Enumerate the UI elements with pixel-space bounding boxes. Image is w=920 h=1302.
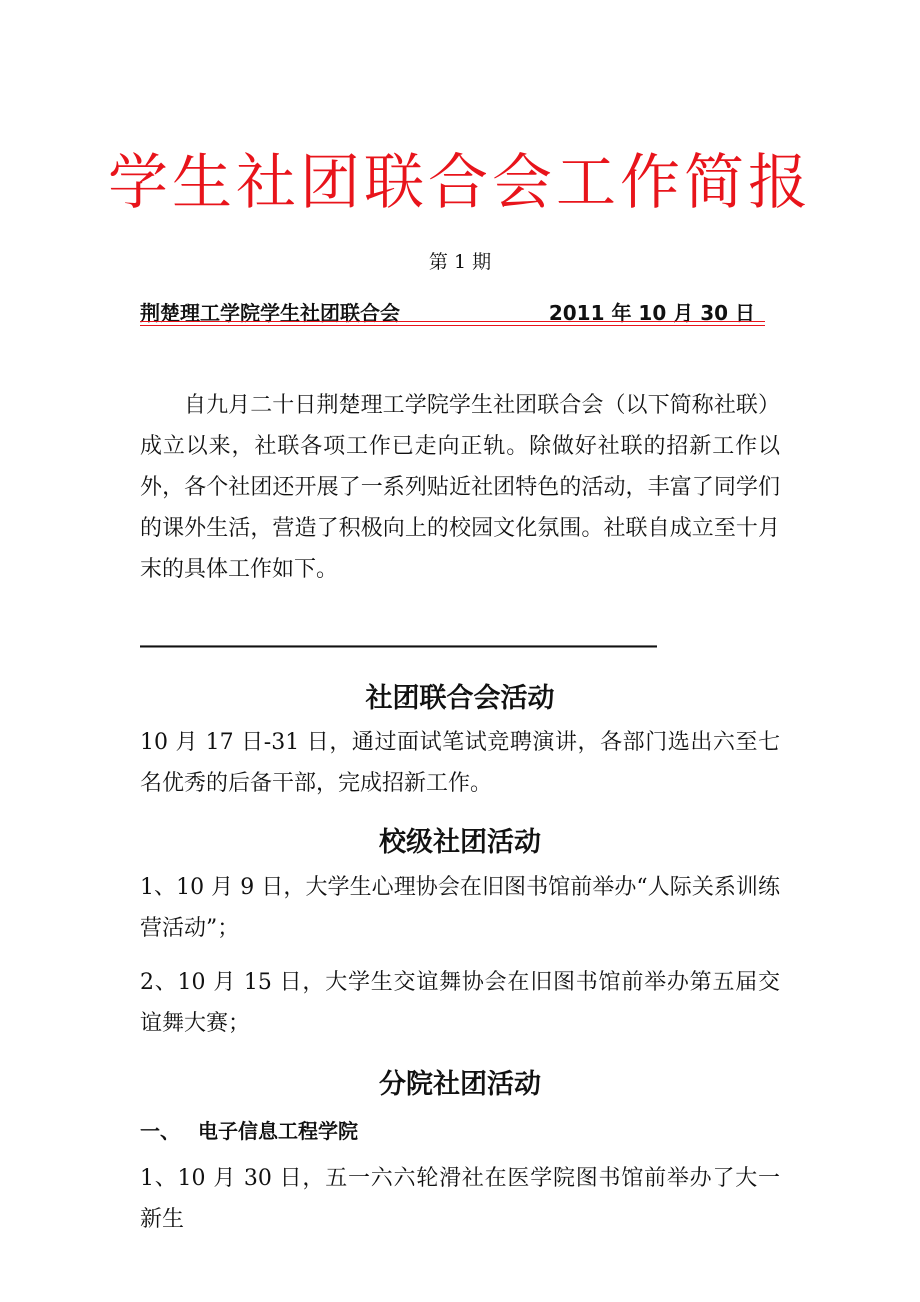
issuer-line (140, 297, 765, 329)
school-item-2: 2、10 月 15 日，大学生交谊舞协会在旧图书馆前举办第五届交谊舞大赛； (140, 970, 780, 1036)
issue-number: 第 1 期 (428, 251, 492, 273)
issuer-name: 荆楚理工学院学生社团联合会 (140, 301, 400, 325)
section-title-college: 分院社团活动 (379, 1069, 541, 1100)
college-item-1: 1、10 月 30 日，五一六六轮滑社在医学院图书馆前举办了大一新生 (140, 1166, 780, 1232)
red-rule-bottom (140, 325, 765, 326)
masthead-title: 学生社团联合会工作简报 (108, 148, 812, 218)
section-title-union: 社团联合会活动 (365, 683, 555, 714)
college-subheading (140, 1115, 358, 1144)
section-title-school: 校级社团活动 (379, 827, 541, 858)
separator-line: _______________________________________________ (140, 622, 657, 648)
red-rule-top (140, 321, 765, 322)
subheading-text: 电子信息工程学院 (198, 1119, 358, 1143)
intro-paragraph: 自九月二十日荆楚理工学院学生社团联合会（以下简称社联）成立以来，社联各项工作已走向正轨。除做好社联的招新工作以外，各个社团还开展了一系列贴近社团特色的活动，丰富了同学们的课外生活，营造了积极向上的校园文化氛围。社联自成立至十月末的具体工作如下。 (140, 393, 780, 582)
union-paragraph: 10 月 17 日-31 日，通过面试笔试竞聘演讲，各部门选出六至七名优秀的后备干部，完成招新工作。 (140, 730, 780, 796)
issue-date: 2011 年 10 月 30 日 (548, 301, 755, 325)
school-item-1: 1、10 月 9 日，大学生心理协会在旧图书馆前举办“人际关系训练营活动”； (140, 875, 780, 941)
subheading-number: 一、 (140, 1119, 180, 1143)
